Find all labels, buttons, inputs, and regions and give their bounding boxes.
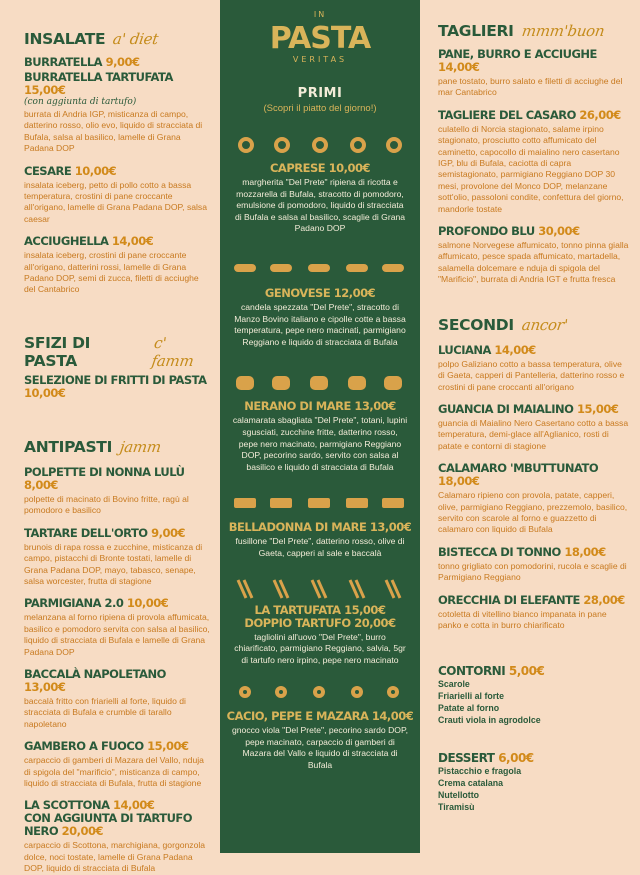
dessert-section: DESSERT 6,00€ Pistacchio e fragola Crema catalana Nutellotto Tiramisù [438, 751, 534, 813]
menu-item-burratella: BURRATELLA 9,00€ [24, 55, 140, 69]
menu-item-baccala: BACCALÀ NAPOLETANO 13,00€ baccalà fritto con friarielli al forte, liquido di stracciata di Bufala e crumble di tarallo napoletano [24, 666, 186, 729]
contorni-section: CONTORNI 5,00€ Scarole Friarielli al forte Patate al forno Crauti viola in agrodolce [438, 664, 545, 726]
menu-item-genovese: GENOVESE 12,00€ candela spezzata "Del Prete", stracotto di Manzo Bovino italiano e cipolle cotte a bassa temperatura, pepe nero macinati, parmigiano Reggiano e liquido di stracciata di Bufala [234, 285, 406, 347]
menu-item-scottona: LA SCOTTONA 14,00€ CON AGGIUNTA DI TARTUFO NERO 20,00€ carpaccio di Scottona, marchigiana, gorgonzola dolce, noci tostate, lamelle di Grana Padana DOP, liquido di stracciata di Bufala [24, 798, 206, 874]
menu-item-polpette: POLPETTE DI NONNA LULÙ 8,00€ polpette di macinato di Bovino fritte, ragù al pomodoro e basilico [24, 464, 189, 516]
menu-item-acciughella: ACCIUGHELLA 14,00€ insalata iceberg, crostini di pane croccante all'origano, datterini rossi, lamelle di Grana Padano DOP, semi di zucca, filetti di acciughe del Cantabrico [24, 234, 199, 295]
menu-item-fritti: SELEZIONE DI FRITTI DI PASTA 10,00€ [24, 372, 207, 400]
gnocco-pasta-icon [230, 684, 410, 700]
menu-item-profondo-blu: PROFONDO BLU 30,00€ salmone Norvegese affumicato, tonno pinna gialla affumicato, pesce spada affumicato, martadella, salamella dolcemare e nduja di spigola del "Marificio", burrata di Andria IGT e frutta fresca [438, 224, 629, 285]
insalate-title: INSALATE a' diet [24, 30, 160, 48]
primi-subtitle: (Scopri il piatto del giorno!) [263, 103, 377, 114]
menu-item-casaro: TAGLIERE DEL CASARO 26,00€ culatello di Norcia stagionato, salame irpino stagionato, prosciutto cotto affumicato del caminetto, capocollo di maialino nero casertano IGP, blu di Bufala, caciotta di capra semistagionato, parmigiano Reggiano DOP 30 mesi, provolone del Monco DOP, melanzane sott'olio, passoloni condite, confettura del giorno, mandorle tostate [438, 107, 624, 214]
menu-item-nerano: NERANO DI MARE 13,00€ calamarata sbagliata "Del Prete", totani, lupini sgusciati, zucchine fritte, datterino rosso, pepe nero macinato, parmigiano Reggiano DOP, pecorino sardo, servito con salsa al basilico e liquido di stracciata di Bufala [232, 399, 408, 472]
menu-item-tartare: TARTARE DELL'ORTO 9,00€ brunois di rapa rossa e zucchine, misticanza di campo, pistacchi di Bronte tostati, lamelle di Grana Padana DOP, mayo, tabasco, senape, salsa worcester, frutta di stagione [24, 525, 203, 586]
menu-item-pane-burro: PANE, BURRO E ACCIUGHE 14,00€ pane tostato, burro salato e filetti di acciughe del mar Cantabrico [438, 47, 623, 98]
primi-title: PRIMI [297, 86, 343, 101]
menu-item-caprese: CAPRESE 10,00€ margherita "Del Prete" ripiena di ricotta e mozzarella di Bufala, stracotto di pomodoro, emulsione di pomodoro, liquido di stracciata di Bufala e salsa al basilico, scaglie di Grana Padano DOP [234, 161, 406, 234]
menu-item-calamaro: CALAMARO 'MBUTTUNATO 18,00€ Calamaro ripieno con provola, patate, capperi, olive, parmigiano Reggiano, prezzemolo, basilico, servito con scarole al forno e guazzetto di calamaro con liquido di Bufala [438, 461, 628, 535]
ring-pasta-icons [220, 136, 420, 154]
gnocco-pasta-icons [220, 684, 420, 702]
fusillone-pasta-icon [230, 495, 410, 511]
in-pasta-veritas-logo [260, 6, 380, 72]
taglieri-title: TAGLIERI mmm'buon [438, 22, 606, 40]
sfizi-title: SFIZI DI PASTA c' famm [24, 333, 195, 370]
menu-item-gambero: GAMBERO A FUOCO 15,00€ carpaccio di gamberi di Mazara del Vallo, nduja di spigola del "marificio", misticanza di campo, liquido di stracciata di Bufala, frutta di stagione [24, 739, 204, 788]
fusillone-pasta-icons [220, 495, 420, 513]
svg-text:PASTA: PASTA [269, 21, 371, 56]
right-column [420, 0, 640, 853]
tagliolini-pasta-icons [220, 578, 420, 596]
menu-item-orecchia: ORECCHIA DI ELEFANTE 28,00€ cotoletta di vitellino bianco impanata in pane panko e cotta in burro chiarificato [438, 592, 625, 630]
calamarata-pasta-icon [230, 374, 410, 392]
tagliolini-pasta-icon [230, 578, 410, 600]
menu-item-belladonna: BELLADONNA DI MARE 13,00€ fusillone "Del Prete", datterino rosso, olive di Gaeta, capperi al sale e baccalà [228, 520, 412, 558]
menu-item-parmigiana: PARMIGIANA 2.0 10,00€ melanzana al forno ripiena di provola affumicata, basilico e pomodoro servita con salsa al basilico, liquido di stracciata di Bufala e lamelle di Grana Padana DOP [24, 596, 210, 657]
left-column [0, 0, 220, 874]
menu-item-guancia: GUANCIA DI MAIALINO 15,00€ guancia di Maialino Nero Casertano cotto a bassa temperatura, demi-glace all'Aglianico, rosti di patate e contorni di stagione [438, 401, 629, 451]
menu-item-cesare: CESARE 10,00€ insalata iceberg, petto di pollo cotto a bassa temperatura, crostini di pane croccante all'origano, lamelle di Grana Padana DOP, salsa caesar [24, 163, 208, 224]
candela-pasta-icons [220, 261, 420, 279]
candela-pasta-icon [230, 261, 410, 275]
menu-item-tartufata: LA TARTUFATA 15,00€ DOPPIO TARTUFO 20,00€ tagliolini all'uovo "Del Prete", burro chiarificato, parmigiano Reggiano, salvia, 5gr di tartufo nero irpino, pepe nero macinato [234, 602, 406, 665]
middle-column [220, 0, 420, 853]
menu-item-luciana: LUCIANA 14,00€ polpo Galiziano cotto a bassa temperatura, olive di Gaeta, capperi di Pantelleria, datterino rosso e crostini di pane croccanti all'origano [438, 342, 625, 392]
menu-item-cacio-pepe: CACIO, PEPE E MAZARA 14,00€ gnocco viola "Del Prete", pecorino sardo DOP, pepe macinato, carpaccio di gamberi di Mazara del Vallo e liquido di stracciata di Bufala [226, 709, 414, 771]
svg-text:VERITAS: VERITAS [292, 55, 348, 64]
secondi-title: SECONDI ancor' [438, 315, 569, 334]
svg-text:IN: IN [313, 10, 327, 19]
menu-item-bistecca-tonno: BISTECCA DI TONNO 18,00€ tonno grigliato con pomodorini, rucola e scaglie di Parmigiano Reggiano [438, 544, 627, 583]
menu-item-burratella-tartufata: BURRATELLA TARTUFATA 15,00€ (con aggiunta di tartufo) burrata di Andria IGP, misticanza di campo, datterino rosso, olio evo, liquido di stracciata di Bufala, salsa al basilico, lamelle di Grana Padana DOP [24, 70, 203, 154]
antipasti-title: ANTIPASTI jamm [24, 437, 163, 456]
calamarata-pasta-icons [220, 374, 420, 392]
ring-pasta-icon [230, 136, 410, 154]
